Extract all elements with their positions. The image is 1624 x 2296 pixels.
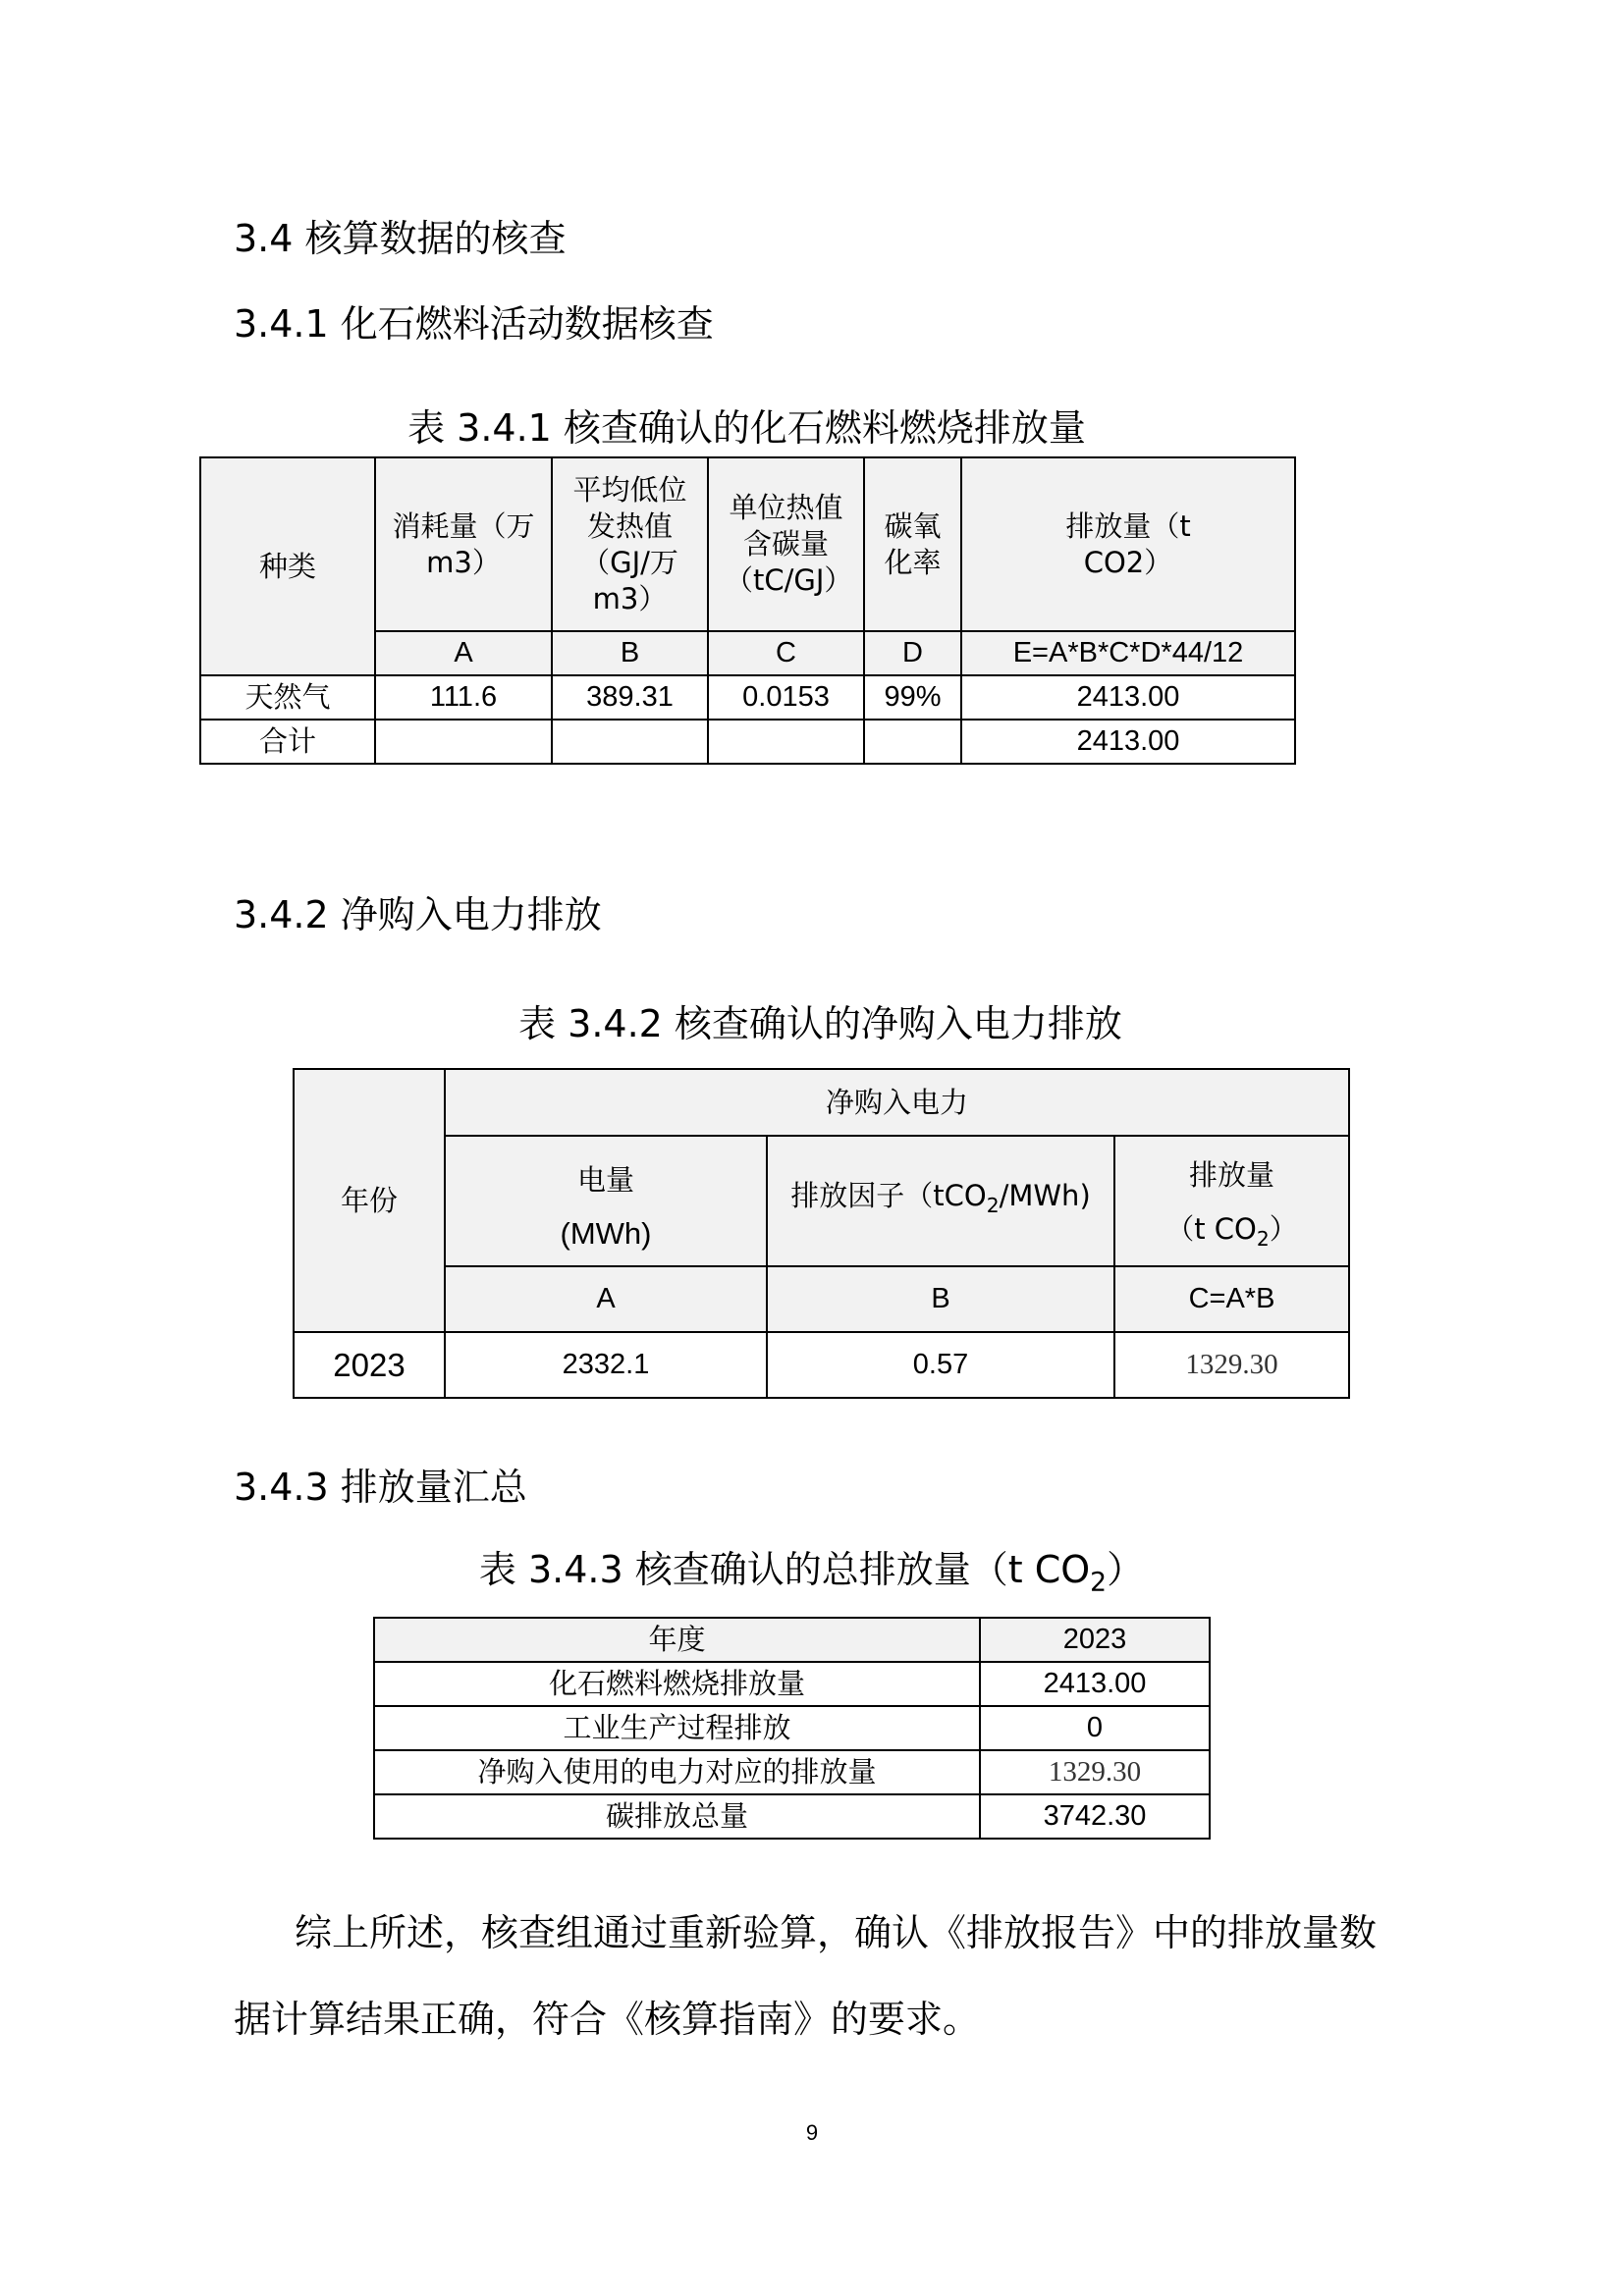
row-kind: 天然气 (200, 675, 375, 720)
table-row (200, 675, 1295, 720)
cell-b (552, 720, 708, 764)
cell-b: 389.31 (552, 675, 708, 720)
cell-emission: 1329.30 (1114, 1332, 1349, 1398)
table-row (374, 1750, 1210, 1794)
code-c: C (708, 631, 864, 675)
table-row (294, 1332, 1349, 1398)
table-row (374, 1794, 1210, 1839)
header-ncv: 平均低位发热值（GJ/万m3） (552, 457, 708, 631)
header-power-unit: (MWh) (560, 1215, 652, 1251)
table-row (374, 1662, 1210, 1706)
code-a: A (375, 631, 552, 675)
table-row (374, 1706, 1210, 1750)
cell-e: 2413.00 (961, 720, 1295, 764)
row-label: 化石燃料燃烧排放量 (374, 1662, 980, 1706)
table-row (200, 720, 1295, 764)
row-label: 碳排放总量 (374, 1794, 980, 1839)
row-value: 1329.30 (980, 1750, 1210, 1794)
section-heading-3-4: 3.4 核算数据的核查 (234, 217, 567, 260)
section-heading-3-4-3: 3.4.3 排放量汇总 (234, 1466, 527, 1509)
header-year-value: 2023 (980, 1618, 1210, 1662)
row-value: 2413.00 (980, 1662, 1210, 1706)
header-net-purchased-electricity: 净购入电力 (445, 1069, 1349, 1136)
table2-caption: 表 3.4.2 核查确认的净购入电力排放 (518, 1002, 1122, 1045)
cell-power: 2332.1 (445, 1332, 767, 1398)
cell-c (708, 720, 864, 764)
header-emission (1114, 1136, 1349, 1266)
header-kind: 种类 (200, 457, 375, 675)
cell-a (375, 720, 552, 764)
header-year: 年份 (294, 1069, 445, 1332)
row-value: 3742.30 (980, 1794, 1210, 1839)
header-emission-factor: 排放因子（tCO$_2$/MWh) (767, 1136, 1114, 1266)
cell-year: 2023 (294, 1332, 445, 1398)
code-b: B (552, 631, 708, 675)
table3-caption: 表 3.4.3 核查确认的总排放量（t $CO_2$） (478, 1548, 1145, 1598)
header-emission: 排放量（t CO2） (961, 457, 1295, 631)
row-value: 0 (980, 1706, 1210, 1750)
row-kind: 合计 (200, 720, 375, 764)
cell-a: 111.6 (375, 675, 552, 720)
header-year-label: 年度 (374, 1618, 980, 1662)
cell-factor: 0.57 (767, 1332, 1114, 1398)
header-emission-label: 排放量 (1189, 1157, 1275, 1192)
code-b: B (767, 1266, 1114, 1332)
code-e: E=A*B*C*D*44/12 (961, 631, 1295, 675)
cell-d: 99% (864, 675, 961, 720)
code-c: C=A*B (1114, 1266, 1349, 1332)
section-heading-3-4-2: 3.4.2 净购入电力排放 (234, 893, 602, 936)
cell-c: 0.0153 (708, 675, 864, 720)
row-label: 净购入使用的电力对应的排放量 (374, 1750, 980, 1794)
cell-e: 2413.00 (961, 675, 1295, 720)
header-oxidation-rate: 碳氧化率 (864, 457, 961, 631)
total-emission-table (373, 1617, 1211, 1840)
table1-caption: 表 3.4.1 核查确认的化石燃料燃烧排放量 (407, 406, 1086, 450)
net-purchased-electricity-table (293, 1068, 1350, 1399)
header-consumption: 消耗量（万m3） (375, 457, 552, 631)
fossil-fuel-emission-table (199, 456, 1296, 765)
conclusion-line-2: 据计算结果正确，符合《核算指南》的要求。 (234, 1998, 981, 2041)
code-d: D (864, 631, 961, 675)
page-number: 9 (805, 2120, 819, 2145)
header-power (445, 1136, 767, 1266)
section-heading-3-4-1: 3.4.1 化石燃料活动数据核查 (234, 302, 714, 346)
header-carbon-content: 单位热值含碳量（tC/GJ） (708, 457, 864, 631)
conclusion-line-1: 综上所述，核查组通过重新验算，确认《排放报告》中的排放量数 (295, 1911, 1378, 1954)
code-a: A (445, 1266, 767, 1332)
cell-d (864, 720, 961, 764)
header-emission-unit: （t $CO_2$） (1165, 1211, 1298, 1251)
row-label: 工业生产过程排放 (374, 1706, 980, 1750)
header-power-label: 电量 (576, 1162, 634, 1197)
